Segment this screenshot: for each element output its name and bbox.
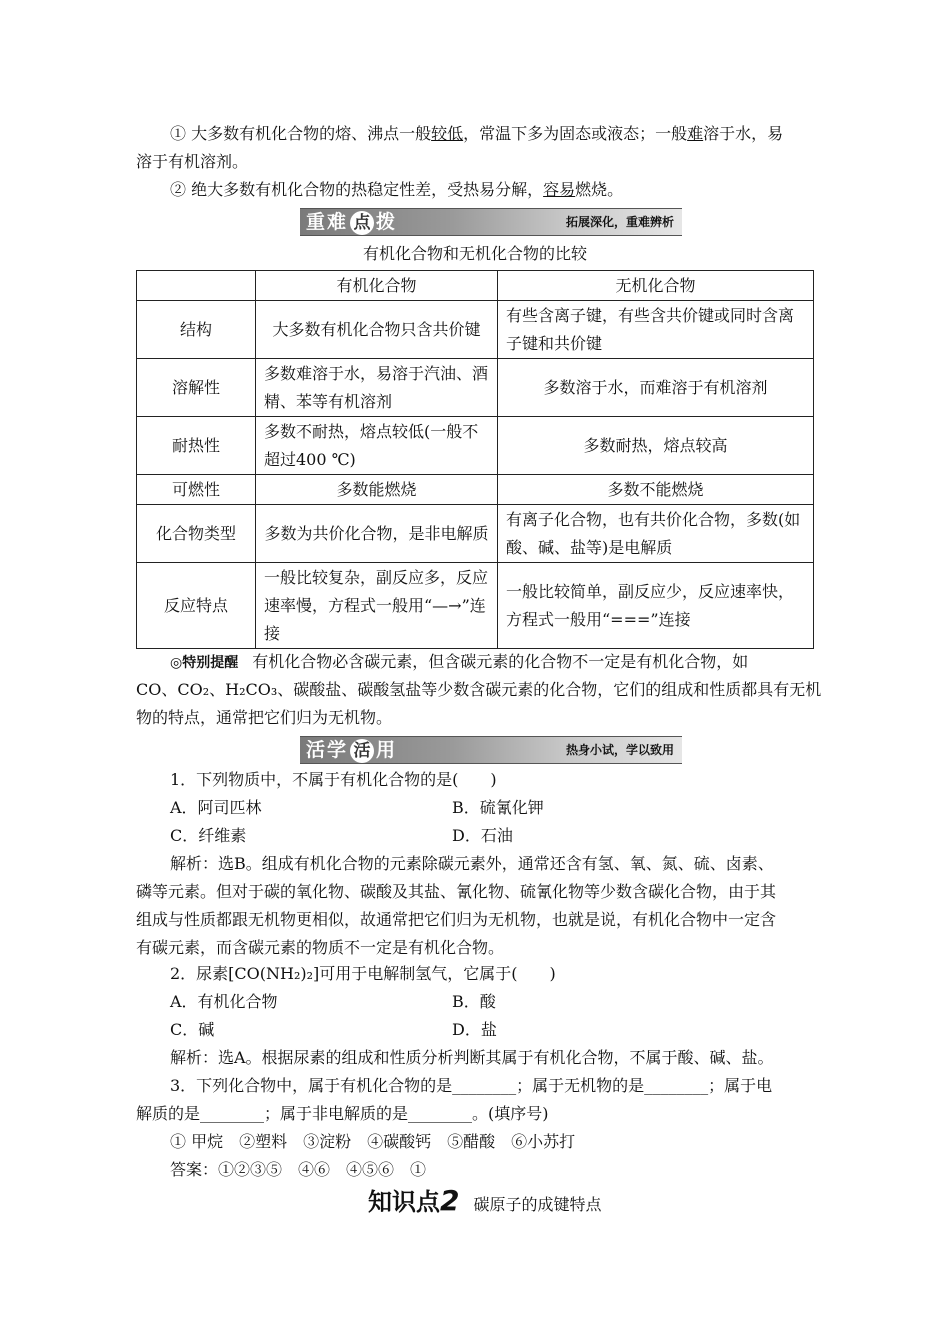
table-cell: 大多数有机化合物只含共价键	[256, 301, 498, 359]
banner-circle-char: 点	[350, 211, 374, 235]
table-cell: 耐热性	[137, 417, 256, 475]
q3-answer: 答案：①②③⑤ ④⑥ ④⑤⑥ ①	[170, 1160, 427, 1179]
table-cell: 结构	[137, 301, 256, 359]
banner-subtitle: 拓展深化，重难辨析	[565, 215, 674, 229]
table-header-cell: 有机化合物	[256, 271, 498, 301]
table-cell: 一般比较简单，副反应少，反应速率快，方程式一般用“===”连接	[498, 563, 814, 649]
table-cell: 多数不耐热，熔点较低(一般不超过400 ℃)	[256, 417, 498, 475]
comparison-table	[136, 270, 814, 649]
intro-item-2-underline: 容易	[543, 180, 576, 199]
intro-item-1	[170, 120, 783, 148]
table-cell: 多数不能燃烧	[498, 475, 814, 505]
intro-item-1-text-a: ① 大多数有机化合物的熔、沸点一般	[170, 124, 432, 143]
banner-subtitle: 热身小试，学以致用	[565, 743, 674, 757]
q2-option-a: A．有机化合物	[170, 992, 278, 1011]
intro-item-2	[170, 176, 623, 204]
banner-title	[306, 737, 397, 763]
table-cell: 可燃性	[137, 475, 256, 505]
intro-item-2-text-b: 燃烧。	[575, 180, 624, 199]
q3-options: ① 甲烷 ②塑料 ③淀粉 ④碳酸钙 ⑤醋酸 ⑥小苏打	[170, 1132, 576, 1151]
table-cell: 多数耐热，熔点较高	[498, 417, 814, 475]
intro-item-1-line-2: 溶于有机溶剂。	[136, 152, 249, 171]
table-cell: 多数溶于水，而难溶于有机溶剂	[498, 359, 814, 417]
q1-analysis-line-4: 有碳元素，而含碳元素的物质不一定是有机化合物。	[136, 938, 505, 957]
table-cell: 有离子化合物，也有共价化合物，多数(如酸、碱、盐等)是电解质	[498, 505, 814, 563]
q2-analysis: 解析：选A。根据尿素的组成和性质分析判断其属于有机化合物，不属于酸、碱、盐。	[170, 1048, 774, 1067]
table-row	[137, 563, 814, 649]
knowledge-point-subtitle: 碳原子的成键特点	[473, 1195, 602, 1214]
q3-stem-line-2: 解质的是________；属于非电解质的是________。(填序号)	[136, 1104, 549, 1123]
table-row	[137, 417, 814, 475]
table-cell: 有些含离子键，有些含共价键或同时含离子键和共价键	[498, 301, 814, 359]
section-banner-practice	[300, 736, 682, 764]
tip-line-3: 物的特点，通常把它们归为无机物。	[136, 708, 393, 727]
q1-analysis-line-1: 解析：选B。组成有机化合物的元素除碳元素外，通常还含有氢、氧、氮、硫、卤素、	[170, 854, 774, 873]
banner-circle-char: 活	[350, 739, 374, 763]
table-cell: 多数为共价化合物，是非电解质	[256, 505, 498, 563]
q1-stem: 1．下列物质中，不属于有机化合物的是( )	[170, 770, 497, 789]
tip-text-1: 有机化合物必含碳元素，但含碳元素的化合物不一定是有机化合物，如	[252, 652, 749, 671]
table-cell: 一般比较复杂，副反应多，反应速率慢，方程式一般用“—→”连接	[256, 563, 498, 649]
table-header-row	[137, 271, 814, 301]
tip-line-1	[170, 648, 748, 677]
table-row	[137, 301, 814, 359]
section-banner-key-points	[300, 208, 682, 236]
q2-option-b: B．酸	[452, 992, 496, 1011]
table-cell: 反应特点	[137, 563, 256, 649]
intro-item-1-text-b: ，常温下多为固态或液态；一般	[463, 124, 688, 143]
tip-line-2: CO、CO₂、H₂CO₃、碳酸盐、碳酸氢盐等少数含碳元素的化合物，它们的组成和性质都具有无机	[136, 680, 822, 699]
knowledge-point-title: 知识点	[368, 1188, 440, 1216]
tip-label: ◎特别提醒	[170, 655, 239, 671]
q2-option-c: C．碱	[170, 1020, 215, 1039]
banner-title	[306, 209, 397, 235]
table-caption: 有机化合物和无机化合物的比较	[362, 244, 587, 263]
table-cell: 溶解性	[137, 359, 256, 417]
q3-stem-line-1: 3．下列化合物中，属于有机化合物的是________；属于无机物的是________；属于电	[170, 1076, 773, 1095]
table-cell: 多数难溶于水，易溶于汽油、酒精、苯等有机溶剂	[256, 359, 498, 417]
q1-option-c: C．纤维素	[170, 826, 247, 845]
intro-item-1-underline-2: 难	[687, 124, 704, 143]
q2-stem: 2．尿素[CO(NH₂)₂]可用于电解制氢气，它属于( )	[170, 964, 556, 983]
table-header-cell	[137, 271, 256, 301]
banner-title-pre: 活学	[306, 739, 349, 761]
knowledge-point-number: 2	[440, 1184, 460, 1217]
q1-analysis-line-3: 组成与性质都跟无机物更相似，故通常把它们归为无机物，也就是说，有机化合物中一定含	[136, 910, 777, 929]
table-row	[137, 475, 814, 505]
q1-option-b: B．硫氰化钾	[452, 798, 544, 817]
intro-item-2-text-a: ② 绝大多数有机化合物的热稳定性差，受热易分解，	[170, 180, 544, 199]
q1-option-a: A．阿司匹林	[170, 798, 262, 817]
q1-analysis-line-2: 磷等元素。但对于碳的氧化物、碳酸及其盐、氰化物、硫氰化物等少数含碳化合物，由于其	[136, 882, 777, 901]
q2-option-d: D．盐	[452, 1020, 497, 1039]
knowledge-point-heading	[368, 1184, 602, 1222]
table-cell: 多数能燃烧	[256, 475, 498, 505]
table-header-cell: 无机化合物	[498, 271, 814, 301]
table-cell: 化合物类型	[137, 505, 256, 563]
banner-title-post: 用	[376, 739, 398, 761]
intro-item-1-text-c: 溶于水，易	[703, 124, 784, 143]
banner-title-post: 拨	[376, 211, 398, 233]
q1-option-d: D．石油	[452, 826, 513, 845]
intro-item-1-underline-1: 较低	[431, 124, 464, 143]
table-row	[137, 359, 814, 417]
table-row	[137, 505, 814, 563]
banner-title-pre: 重难	[306, 211, 349, 233]
